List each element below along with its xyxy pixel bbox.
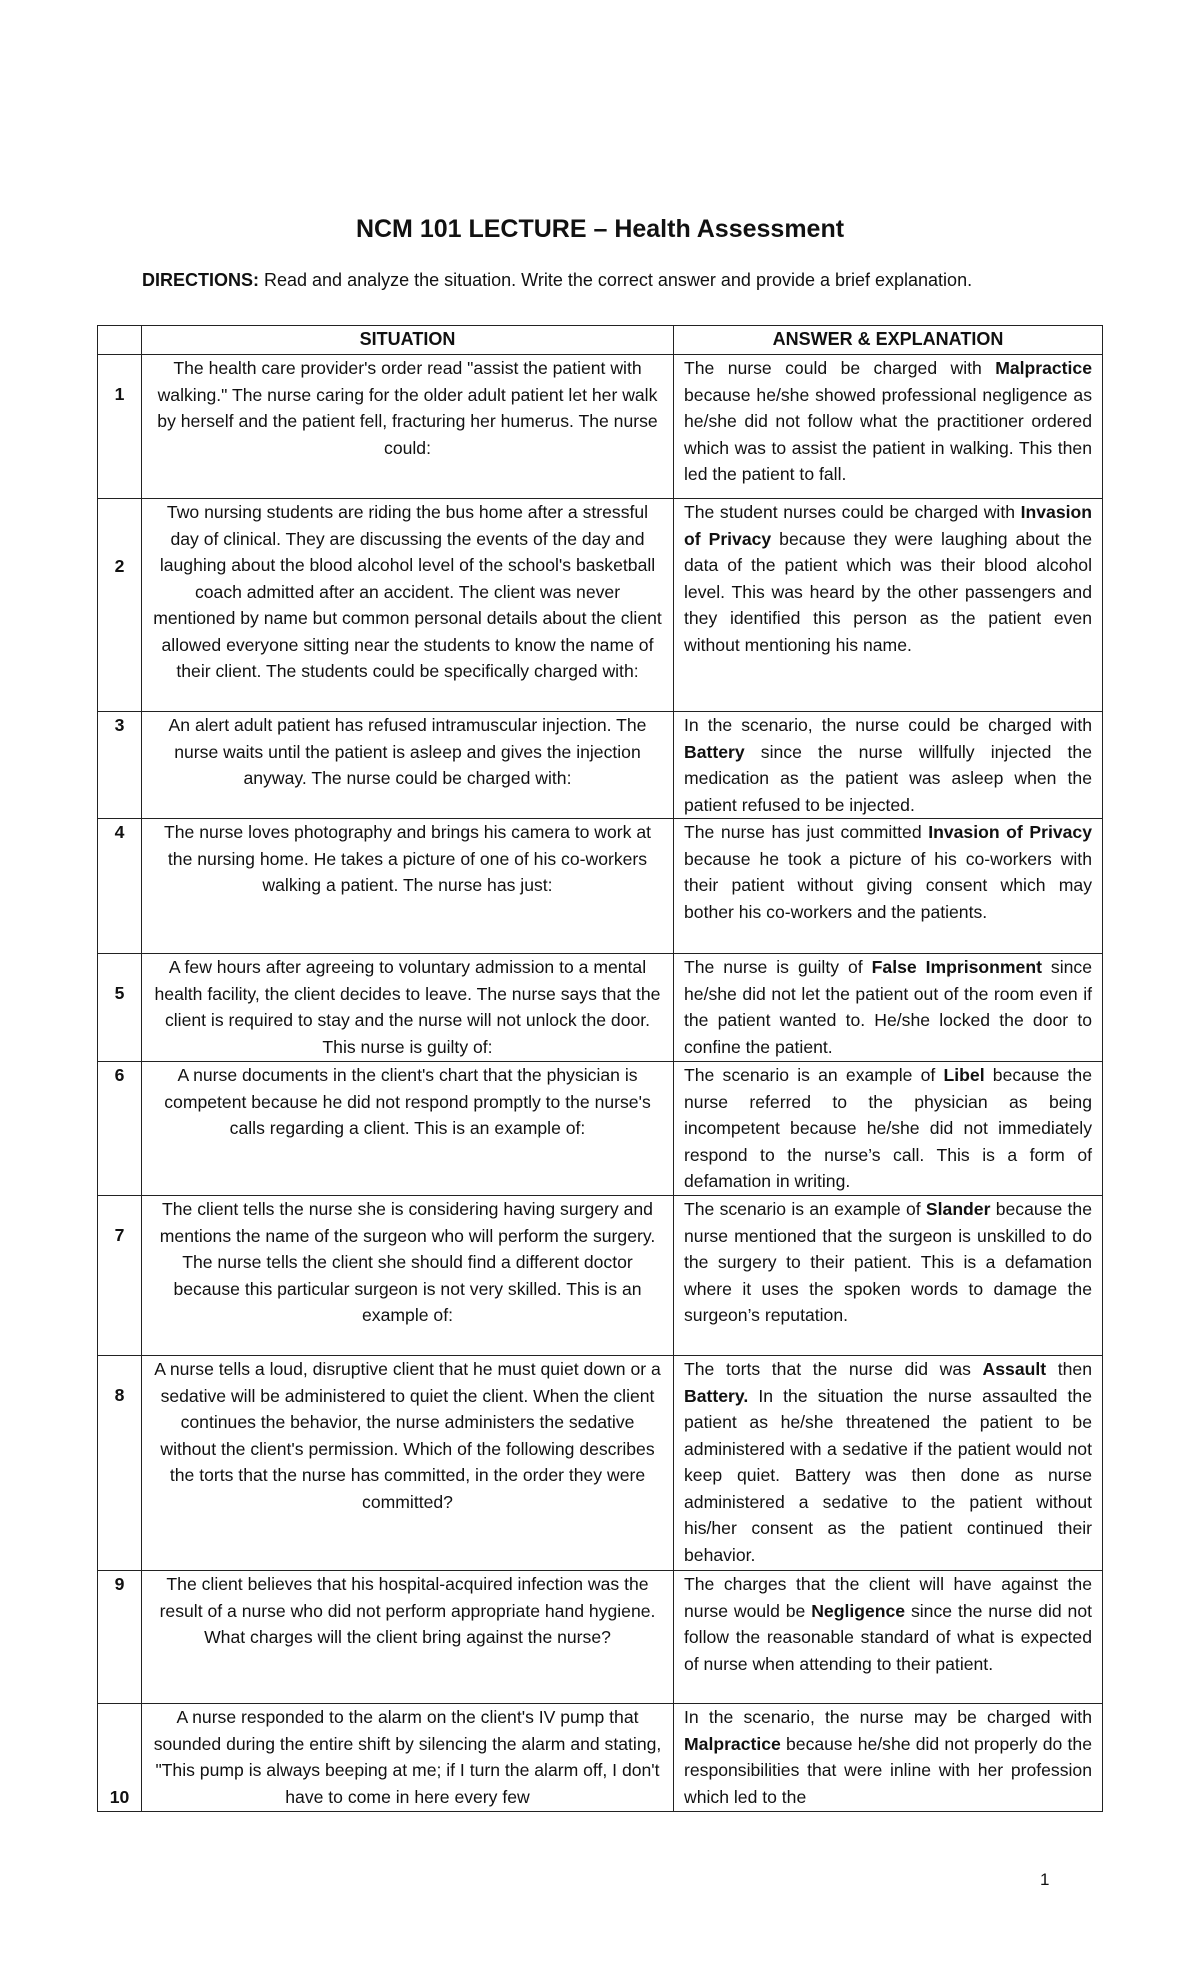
answer-cell: The nurse is guilty of False Imprisonment since he/she did not let the patient out of the room even if the patient wanted to. He/she locked the door to confine the patient. (674, 954, 1103, 1062)
header-situation: SITUATION (142, 326, 674, 355)
answer-cell: The scenario is an example of Slander because the nurse mentioned that the surgeon is unskilled to do the surgery to their patient. This is a defamation where it uses the spoken words to damage the surgeon’s reputation. (674, 1196, 1103, 1356)
table-row (98, 355, 1103, 499)
answer-term: Negligence (811, 1600, 906, 1621)
situation-cell: A nurse tells a loud, disruptive client that he must quiet down or a sedative will be administered to quiet the client. When the client continues the behavior, the nurse administers the sedative without the client's permission. Which of the following describes the torts that the nurse has committed, in the order they were committed? (142, 1356, 674, 1571)
situation-cell: The client tells the nurse she is considering having surgery and mentions the name of the surgeon who will perform the surgery. The nurse tells the client she should find a different doctor because this particular surgeon is not very skilled. This is an example of: (142, 1196, 674, 1356)
situation-cell: A nurse documents in the client's chart that the physician is competent because he did not respond promptly to the nurse's calls regarding a client. This is an example of: (142, 1062, 674, 1196)
answer-term: Malpractice (995, 358, 1092, 378)
situation-cell: A few hours after agreeing to voluntary admission to a mental health facility, the client decides to leave. The nurse says that the client is required to stay and the nurse will not unlock the door. This nurse is guilty of: (142, 954, 674, 1062)
answer-cell: The nurse has just committed Invasion of Privacy because he took a picture of his co-workers with their patient without giving consent which may bother his co-workers and the patients. (674, 819, 1103, 954)
answer-cell: The torts that the nurse did was Assault then Battery. In the situation the nurse assaulted the patient as he/she threatened the patient to be administered with a sedative if the patient would not keep quiet. Battery was then done as nurse administered a sedative to the patient without his/her consent as the patient continued their behavior. (674, 1356, 1103, 1571)
answer-term: False Imprisonment (871, 957, 1042, 977)
document-title: NCM 101 LECTURE – Health Assessment (355, 215, 845, 243)
header-number (98, 326, 142, 355)
answer-term-2: Battery. (684, 1385, 749, 1406)
header-answer: ANSWER & EXPLANATION (674, 326, 1103, 355)
table-header-row (98, 326, 1103, 355)
answer-cell: The scenario is an example of Libel because the nurse referred to the physician as being incompetent because he/she did not immediately respond to the nurse’s call. This is a form of defamation in writing. (674, 1062, 1103, 1196)
situation-cell: The nurse loves photography and brings his camera to work at the nursing home. He takes a picture of one of his co-workers walking a patient. The nurse has just: (142, 819, 674, 954)
situation-cell: Two nursing students are riding the bus home after a stressful day of clinical. They are discussing the events of the day and laughing about the blood alcohol level of the school's basketball coach admitted after an accident. The client was never mentioned by name but common personal details about the client allowed everyone sitting near the students to know the name of their client. The students could be specifically charged with: (142, 499, 674, 712)
table-row (98, 1062, 1103, 1196)
situation-cell: The health care provider's order read "assist the patient with walking." The nurse caring for the older adult patient let her walk by herself and the patient fell, fracturing her humerus. The nurse could: (142, 355, 674, 499)
answer-cell: The nurse could be charged with Malpractice because he/she showed professional negligence as he/she did not follow what the practitioner ordered which was to assist the patient in walking. This then led the patient to fall. (674, 355, 1103, 499)
directions (142, 270, 1102, 291)
table-row (98, 954, 1103, 1062)
directions-text: Read and analyze the situation. Write the correct answer and provide a brief explanation. (259, 270, 973, 290)
row-number: 9 (98, 1571, 142, 1704)
answer-term: Invasion of Privacy (928, 822, 1092, 842)
table-row (98, 1704, 1103, 1812)
table-row (98, 1356, 1103, 1571)
row-number: 1 (98, 355, 142, 499)
table-row (98, 819, 1103, 954)
answer-cell: In the scenario, the nurse could be charged with Battery since the nurse willfully injected the medication as the patient was asleep when the patient refused to be injected. (674, 712, 1103, 819)
answer-cell: In the scenario, the nurse may be charged with Malpractice because he/she did not properly do the responsibilities that were inline with her profession which led to the (674, 1704, 1103, 1812)
answer-term: Libel (943, 1065, 985, 1085)
table-row (98, 499, 1103, 712)
situation-cell: The client believes that his hospital-acquired infection was the result of a nurse who did not perform appropriate hand hygiene. What charges will the client bring against the nurse? (142, 1571, 674, 1704)
row-number: 2 (98, 499, 142, 712)
row-number: 8 (98, 1356, 142, 1571)
situation-answer-table (97, 325, 1103, 1812)
answer-term: Battery (684, 741, 745, 762)
directions-label: DIRECTIONS: (142, 270, 259, 290)
answer-term: Slander (925, 1199, 991, 1219)
row-number: 3 (98, 712, 142, 819)
answer-term: Malpractice (684, 1733, 781, 1754)
row-number: 6 (98, 1062, 142, 1196)
row-number: 7 (98, 1196, 142, 1356)
page-number: 1 (1040, 1870, 1050, 1889)
situation-cell: An alert adult patient has refused intramuscular injection. The nurse waits until the patient is asleep and gives the injection anyway. The nurse could be charged with: (142, 712, 674, 819)
row-number: 4 (98, 819, 142, 954)
row-number: 10 (98, 1704, 142, 1812)
row-number: 5 (98, 954, 142, 1062)
answer-cell: The student nurses could be charged with Invasion of Privacy because they were laughing about the data of the patient which was their blood alcohol level. This was heard by the other passengers and they identified this person as the patient even without mentioning his name. (674, 499, 1103, 712)
situation-cell: A nurse responded to the alarm on the client's IV pump that sounded during the entire shift by silencing the alarm and stating, "This pump is always beeping at me; if I turn the alarm off, I don't have to come in here every few (142, 1704, 674, 1812)
table-row (98, 1196, 1103, 1356)
answer-term: Invasion of Privacy (684, 502, 1092, 549)
answer-term: Assault (982, 1359, 1047, 1379)
answer-cell: The charges that the client will have against the nurse would be Negligence since the nurse did not follow the reasonable standard of what is expected of nurse when attending to their patient. (674, 1571, 1103, 1704)
table-row (98, 1571, 1103, 1704)
table-row (98, 712, 1103, 819)
